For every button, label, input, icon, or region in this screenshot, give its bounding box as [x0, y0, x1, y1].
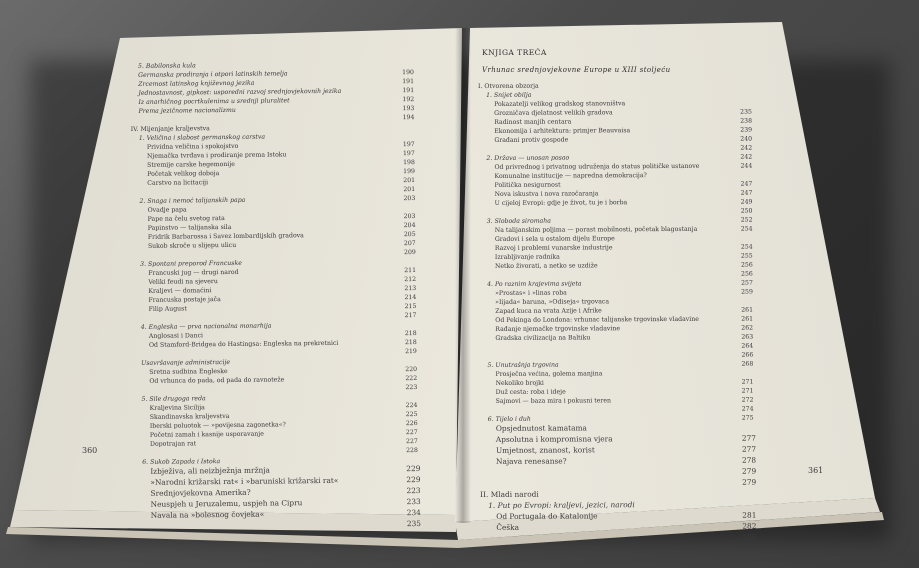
toc-entry-page: 242 [740, 144, 753, 152]
toc-entry-title: Dopotrajan rat [149, 440, 197, 448]
toc-entry-page: 249 [740, 198, 753, 206]
toc-entry-page: 255 [740, 252, 753, 260]
toc-entry-title: Veliki feudi na sjeveru [148, 278, 218, 286]
toc-entry-title: 2. Država — unosan posao [486, 154, 570, 162]
toc-entry-title: Fridrik Barbarossa i Savez lombardijskih gradova [147, 232, 304, 241]
toc-entry-title: Gradska civilizacija na Baltiku [495, 334, 591, 342]
toc-entry-page: 223 [406, 485, 421, 496]
toc-entry-page: 235 [406, 518, 422, 529]
toc-entry-page: 218 [404, 339, 417, 347]
toc-entry-title: Od privrednog i privatnog udruženja do status političke ustanove [494, 162, 700, 171]
toc-entry-title: I. Otvorena obzorja [478, 82, 539, 90]
toc-entry-title: Od Stamford-Bridgea do Hastingsa: Engleska na prekretnici [148, 339, 339, 349]
toc-entry-title: Opsjednutost kamatama [495, 423, 587, 433]
toc-entry-title: Iz anarhičnog pocrtkulenima u srednji pluralitet [138, 97, 290, 106]
toc-entry-title: »Narodni križarski rat« i »baruniski križarski rat« [150, 475, 339, 487]
toc-entry-title: Pokazatelji velikog gradskog stanovništva [494, 100, 626, 108]
toc-entry-page: 229 [406, 474, 421, 485]
toc-entry-page: 266 [741, 351, 754, 359]
toc-entry-page: 211 [404, 267, 417, 275]
toc-entry-page: 218 [404, 330, 417, 338]
right-page-subheader: Vrhunac srednjovjekovne Europe u XIII stoljeću [482, 66, 671, 74]
toc-entry-title: Carstvo na licitaciji [147, 179, 209, 187]
toc-entry-title: Nekoliko brojki [495, 379, 544, 387]
toc-entry-page: 263 [741, 333, 754, 341]
toc-entry-page: 223 [405, 384, 418, 392]
toc-entry-page: 261 [741, 315, 754, 323]
toc-entry-page: 274 [741, 405, 754, 413]
toc-entry-title: Komunalne institucije — napredna demokracija? [494, 172, 647, 180]
toc-entry-title: Netko živorati, a netko se uzdiže [494, 262, 598, 270]
toc-entry-title: Ovadje papa [147, 206, 187, 214]
toc-entry-title: 4. Po raznim krajevima svijeta [487, 280, 582, 288]
toc-entry-page: 250 [740, 207, 753, 215]
toc-entry-title: Politička nesigurnost [494, 181, 561, 189]
toc-entry-title: 1. Put po Evropi: kraljevi, jezici, narodi [488, 500, 635, 510]
toc-entry-title: Od vrhunca do pada, od pada do ravnoteže [149, 376, 285, 385]
toc-entry-page: 224 [405, 402, 418, 410]
toc-entry-title: Rađanje njemačke trgovinske vladavine [495, 325, 621, 333]
toc-entry-page: 256 [740, 261, 753, 269]
toc-entry-page: 233 [406, 496, 421, 507]
toc-entry-title: Apsolutna i kompromisna vjera [495, 434, 613, 444]
toc-entry-title: Navala na »bolesnog čovjeka« [150, 509, 265, 520]
toc-entry-title: Početak velikog doboja [147, 170, 220, 178]
toc-entry-page: 275 [741, 414, 754, 422]
toc-entry-title: Gradovi i sela u ostalom dijelu Europe [494, 235, 615, 243]
toc-entry-title: 1. Veličina i slabost germanskog carstva [138, 133, 266, 142]
toc-entry-page: 203 [403, 195, 416, 203]
toc-entry-page: 198 [403, 159, 415, 167]
toc-entry-title: 5. Babilonska kula [138, 62, 196, 70]
toc-entry-page: 205 [403, 231, 416, 239]
toc-entry-page: 279 [742, 466, 757, 476]
toc-entry-title: Od Pekinga do Londona: vrhunac talijanske trgovinske vladavine [495, 315, 699, 324]
toc-entry-page: 192 [402, 96, 415, 104]
toc-entry-title: Francuska postaje jača [148, 296, 221, 304]
toc-entry-page: 228 [406, 447, 418, 455]
toc-entry-page: 242 [740, 153, 753, 161]
toc-entry-page: 194 [402, 114, 415, 122]
toc-entry-page: 268 [741, 360, 754, 368]
toc-entry-title: 2. Snaga i nemoć talijanskih papa [139, 196, 246, 205]
toc-entry-title: Anglosasi i Danci [148, 332, 204, 340]
toc-entry-page: 281 [742, 510, 757, 520]
toc-entry-title: Zapad kuca na vrata Azije i Afrike [495, 307, 602, 315]
toc-entry-title: Kraljevina Sicilija [149, 404, 205, 412]
toc-entry-page: 197 [402, 150, 415, 158]
left-page-number: 360 [82, 446, 98, 455]
toc-entry-title: Na talijanskim poljima — porast mobilnosti, početak blagostanja [494, 225, 698, 234]
toc-entry-title: Od Portugala do Katalonije [496, 511, 598, 521]
toc-entry-title: Ekonomija i arhitektura: primjer Beauvaisa [494, 127, 631, 135]
toc-entry-title: Prema jezičnome nacionalizmu [138, 106, 236, 115]
toc-entry-page: 279 [742, 477, 757, 487]
toc-entry-title: Neuspjeh u Jeruzalemu, uspjeh na Cipru [150, 498, 303, 509]
toc-entry-page: 225 [405, 411, 418, 419]
toc-entry-title: Kraljevi — domaćini [148, 287, 212, 295]
toc-entry-page: 204 [403, 222, 416, 230]
toc-entry-title: Jednostavnost, gipkost: usporedni razvoj srednjovjekovnih jezika [138, 87, 342, 97]
toc-entry-page: 244 [740, 162, 753, 170]
toc-entry-title: Nova iskustva i nova razočaranja [494, 190, 599, 198]
toc-entry-page: 256 [740, 270, 753, 278]
toc-entry-page: 240 [740, 135, 753, 143]
toc-entry-page: 212 [404, 276, 417, 284]
toc-entry-page: 259 [741, 288, 753, 296]
toc-entry-page: 254 [740, 225, 753, 233]
toc-entry-title: »Iijada« baruna, »Odiseja« trgovaca [495, 298, 610, 306]
toc-entry-title: Prividna veličina i spokojstvo [146, 142, 239, 151]
toc-entry-page: 285 [742, 532, 757, 542]
toc-entry-page: 234 [406, 507, 421, 518]
toc-entry-page: 271 [741, 387, 754, 395]
toc-line [480, 532, 800, 545]
toc-entry-page: 235 [740, 108, 752, 116]
toc-entry-title: Razvoj i problemi vunarske industrije [494, 244, 613, 252]
toc-entry-title: 6. Tijelo i duh [487, 415, 531, 423]
toc-entry-page: 227 [405, 429, 418, 437]
toc-entry-title: Njemačka tvrđava i prodiranje prema Istoku [146, 151, 287, 160]
toc-entry-title: Prosječna većina, golema manjina [495, 370, 603, 378]
toc-entry-page: 193 [402, 105, 415, 113]
toc-entry-title: Germanska prodiranja i otpori latinskih temelja [138, 70, 288, 79]
toc-entry-title: 4. Engleska — prva nacionalna monarhija [140, 322, 272, 331]
toc-entry-page: 199 [403, 168, 416, 176]
toc-entry-title: »Prostas« i »linas roba [495, 289, 567, 297]
toc-entry-page: 277 [741, 433, 757, 443]
toc-entry-page: 201 [403, 186, 416, 194]
toc-entry-page: 271 [741, 378, 754, 386]
toc-entry-page: 239 [740, 126, 753, 134]
toc-entry-title: Iberski poluotok — »povijesna zagonetka«? [149, 421, 286, 430]
toc-entry-page: 191 [402, 78, 415, 86]
toc-entry-title: IV. Mijenjanje kraljevstva [130, 125, 210, 133]
toc-entry-title: Izbježiva, ali neizbježnja mržnja [150, 465, 270, 476]
toc-entry-page: 213 [404, 285, 417, 293]
toc-entry-page: 261 [741, 306, 754, 314]
toc-entry-title: Papinstvo — talijanska sila [147, 223, 232, 232]
toc-entry-title: Skandinavska kraljevstva [149, 412, 230, 421]
toc-entry-page: 191 [402, 87, 415, 95]
toc-entry-page: 257 [741, 279, 753, 287]
toc-entry-title: 3. Spontani preporod Francuske [140, 259, 242, 268]
toc-entry-title: 5. Sile drugoga reda [141, 395, 206, 403]
toc-entry-title: Zrcemost latinskog književnog jezika [138, 79, 255, 88]
toc-entry-page: 252 [740, 216, 753, 224]
toc-entry-page: 277 [741, 444, 757, 454]
toc-entry-page: 215 [404, 303, 417, 311]
toc-entry-page: 217 [404, 312, 417, 320]
right-page-number: 361 [808, 466, 824, 475]
toc-entry-title: Radinost manjih centara [494, 118, 572, 126]
toc-entry-title: Duž cesta: roba i ideje [495, 388, 566, 396]
toc-entry-page: 226 [405, 420, 418, 428]
toc-entry-page: 219 [405, 348, 417, 356]
toc-entry-page: 190 [402, 69, 414, 77]
toc-entry-page: 227 [405, 438, 418, 446]
toc-entry-page: 282 [742, 521, 757, 531]
toc-entry-title: Građani protiv gospode [494, 136, 569, 144]
toc-entry-page: 278 [741, 455, 757, 465]
toc-entry-title: 5. Unutrašnja trgovina [487, 361, 559, 369]
toc-entry-page: 229 [406, 463, 421, 474]
toc-entry-page: 247 [740, 189, 753, 197]
toc-entry-title: U cijeloj Evropi: gdje je život, tu je i borba [494, 199, 628, 207]
toc-entry-title: II. Mladi narodi [480, 489, 539, 499]
toc-entry-title: Stremije carske hegemonije [147, 160, 235, 169]
right-page-header: KNJIGA TREĆA [482, 48, 547, 57]
book-gutter [455, 28, 471, 523]
toc-entry-title: Pape na čelu svetog rata [147, 215, 225, 223]
toc-entry-title: Francuski jug — drugi narod [148, 268, 239, 277]
toc-entry-title: Češka [496, 522, 520, 532]
toc-entry-title: Filip August [148, 305, 187, 313]
toc-entry-page: 207 [403, 240, 416, 248]
toc-entry-page: 220 [405, 366, 418, 374]
right-page-contents [478, 80, 800, 545]
toc-entry-title: 3. Sloboda siromaha [486, 217, 551, 225]
toc-entry-title: Sretna sudbina Engleske [149, 367, 228, 376]
toc-entry-title: Usavršavanje administracije [141, 358, 231, 367]
toc-entry-title: Grozničava djelatnost velikih gradova [494, 109, 613, 117]
toc-entry-page: 247 [740, 180, 753, 188]
toc-entry-title: Izrabljivanje radnika [494, 253, 560, 261]
toc-entry-page: 214 [404, 294, 417, 302]
toc-entry-page: 209 [403, 249, 416, 257]
toc-entry-title: 1. Snijet obilja [486, 91, 532, 99]
toc-entry-page: 203 [403, 213, 416, 221]
toc-entry-title: Srednjovjekovna Amerika? [150, 487, 251, 498]
toc-entry-page: 222 [405, 375, 418, 383]
toc-entry-title: Sukob skroče u slijepu ulicu [147, 241, 237, 250]
toc-entry-page: 201 [403, 177, 416, 185]
toc-entry-page: 264 [741, 342, 754, 350]
toc-entry-title: 6. Sukob Zapada i Istoka [142, 458, 221, 466]
toc-entry-page: 197 [402, 141, 415, 149]
toc-entry-title: Umjetnost, znanost, korist [495, 445, 595, 455]
left-page-contents [130, 59, 445, 533]
toc-entry-title: Sajmovi — baza mira i pokusni teren [495, 397, 611, 405]
toc-entry-page: 254 [740, 243, 753, 251]
toc-entry-title: Početni zamah i kasnije usporavanje [149, 430, 264, 439]
toc-entry-page: 238 [740, 117, 753, 125]
toc-entry-page: 272 [741, 396, 754, 404]
toc-entry-page: 262 [741, 324, 754, 332]
toc-entry-title: Najava renesanse? [495, 456, 567, 466]
